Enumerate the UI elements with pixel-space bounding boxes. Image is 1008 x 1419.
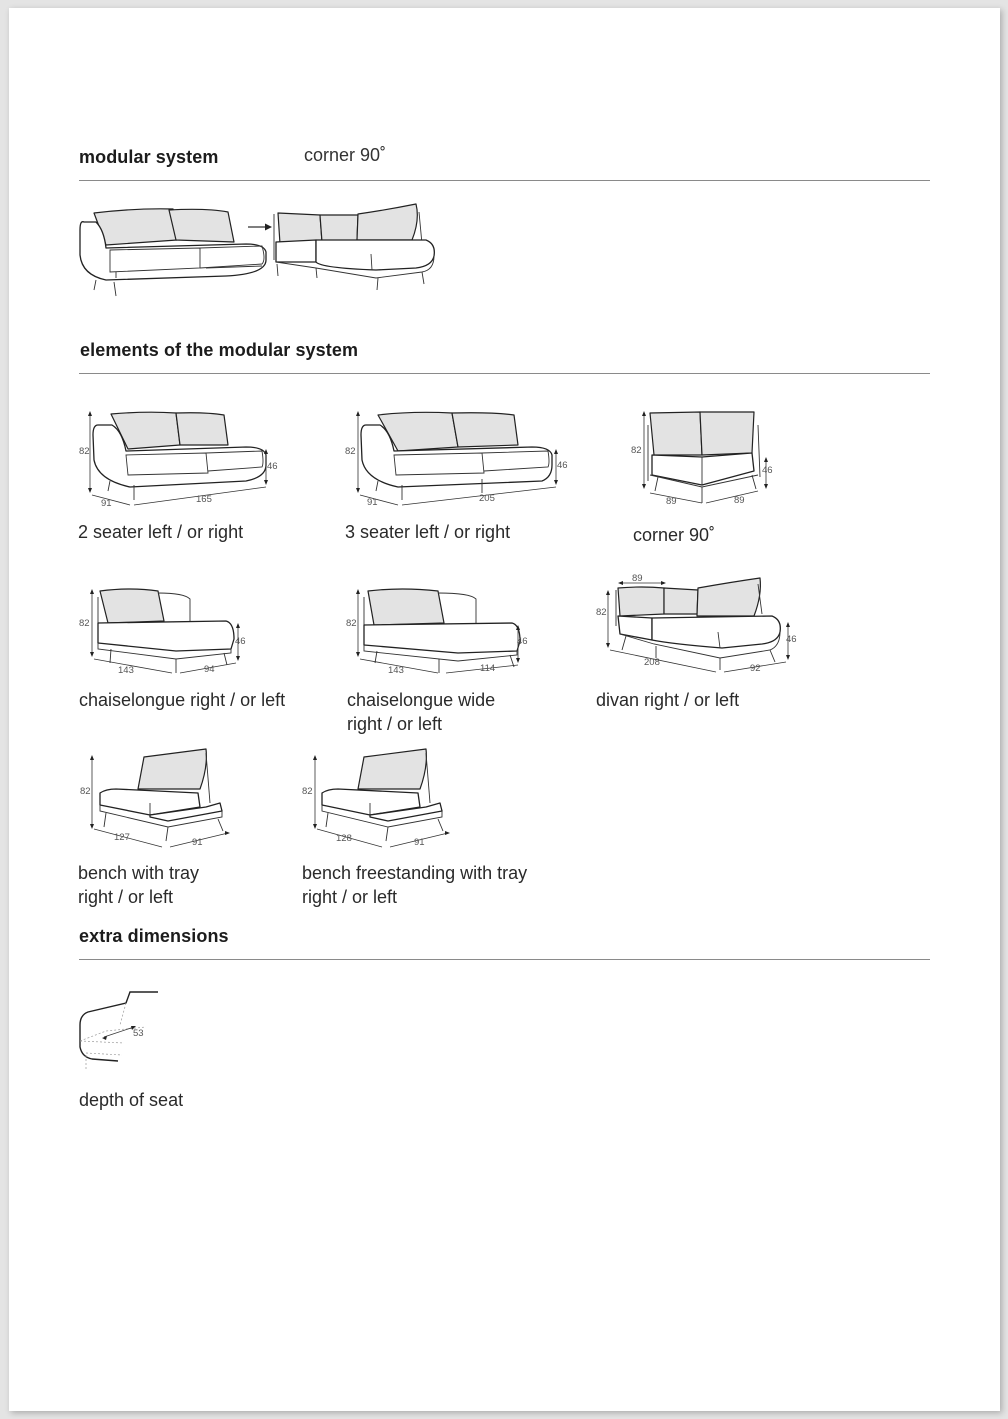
dim-length: 143 xyxy=(118,665,134,676)
element-caption-line-2: right / or left xyxy=(302,887,398,907)
dim-length: 208 xyxy=(644,657,660,668)
element-divan-drawing xyxy=(592,570,807,675)
section-subtitle-corner: corner 90˚ xyxy=(304,145,387,165)
dim-depth: 91 xyxy=(367,497,378,508)
element-caption: divan right / or left xyxy=(596,690,740,710)
dim-width: 91 xyxy=(192,837,203,848)
dim-height: 82 xyxy=(345,446,356,457)
divider xyxy=(79,180,930,181)
dimension-lines xyxy=(102,1026,136,1040)
element-corner-90-drawing xyxy=(628,405,778,510)
dim-left: 89 xyxy=(666,496,677,507)
element-caption-line-2: right / or left xyxy=(347,714,443,734)
dim-width: 114 xyxy=(480,663,496,674)
dim-length: 127 xyxy=(114,832,130,843)
element-caption: bench freestanding with tray xyxy=(302,863,528,883)
dim-width: 92 xyxy=(750,663,761,674)
depth-of-seat-drawing xyxy=(76,985,166,1075)
dim-length: 128 xyxy=(336,833,352,844)
sofa-2-seater-drawing xyxy=(80,209,266,296)
element-caption: bench with tray xyxy=(78,863,200,883)
section-title-extra-dimensions: extra dimensions xyxy=(79,926,229,946)
divider xyxy=(79,373,930,374)
dim-height: 82 xyxy=(631,445,642,456)
dim-seat-height: 46 xyxy=(517,636,528,647)
element-bench-with-tray-drawing xyxy=(76,745,236,850)
dim-length: 143 xyxy=(388,665,404,676)
divider xyxy=(79,959,930,960)
dim-seat-height: 46 xyxy=(267,461,278,472)
dim-seat-height: 46 xyxy=(762,465,773,476)
dim-width: 91 xyxy=(414,837,425,848)
element-caption: 2 seater left / or right xyxy=(78,522,244,542)
element-caption: corner 90˚ xyxy=(633,525,716,545)
section-title-elements: elements of the modular system xyxy=(80,340,359,360)
modular-system-illustration xyxy=(76,200,446,300)
dim-height: 82 xyxy=(79,618,90,629)
arrow-right-icon xyxy=(248,224,272,231)
sofa-corner-composition-drawing xyxy=(274,204,434,290)
element-caption-line-2: right / or left xyxy=(78,887,174,907)
dim-width: 94 xyxy=(204,664,215,675)
extra-caption: depth of seat xyxy=(79,1090,184,1110)
element-chaiselongue-drawing xyxy=(76,583,256,678)
dim-width: 165 xyxy=(196,494,212,505)
dim-top: 89 xyxy=(632,573,643,584)
dim-height: 82 xyxy=(346,618,357,629)
element-chaiselongue-wide-drawing xyxy=(342,583,542,678)
dim-height: 82 xyxy=(80,786,91,797)
dim-seat-depth: 53 xyxy=(133,1028,144,1039)
dim-height: 82 xyxy=(302,786,313,797)
dim-right: 89 xyxy=(734,495,745,506)
section-title-modular-system: modular system xyxy=(79,147,219,167)
element-caption: chaiselongue wide xyxy=(347,690,496,710)
dim-height: 82 xyxy=(596,607,607,618)
dim-height: 82 xyxy=(79,446,90,457)
dim-seat-height: 46 xyxy=(235,636,246,647)
element-3-seater-drawing xyxy=(342,405,572,510)
element-bench-freestanding-drawing xyxy=(300,745,460,850)
dim-width: 205 xyxy=(479,493,495,504)
dim-seat-height: 46 xyxy=(786,634,797,645)
dim-seat-height: 46 xyxy=(557,460,568,471)
dim-depth: 91 xyxy=(101,498,112,509)
element-caption: chaiselongue right / or left xyxy=(79,690,286,710)
element-2-seater-drawing xyxy=(76,405,286,510)
element-caption: 3 seater left / or right xyxy=(345,522,511,542)
